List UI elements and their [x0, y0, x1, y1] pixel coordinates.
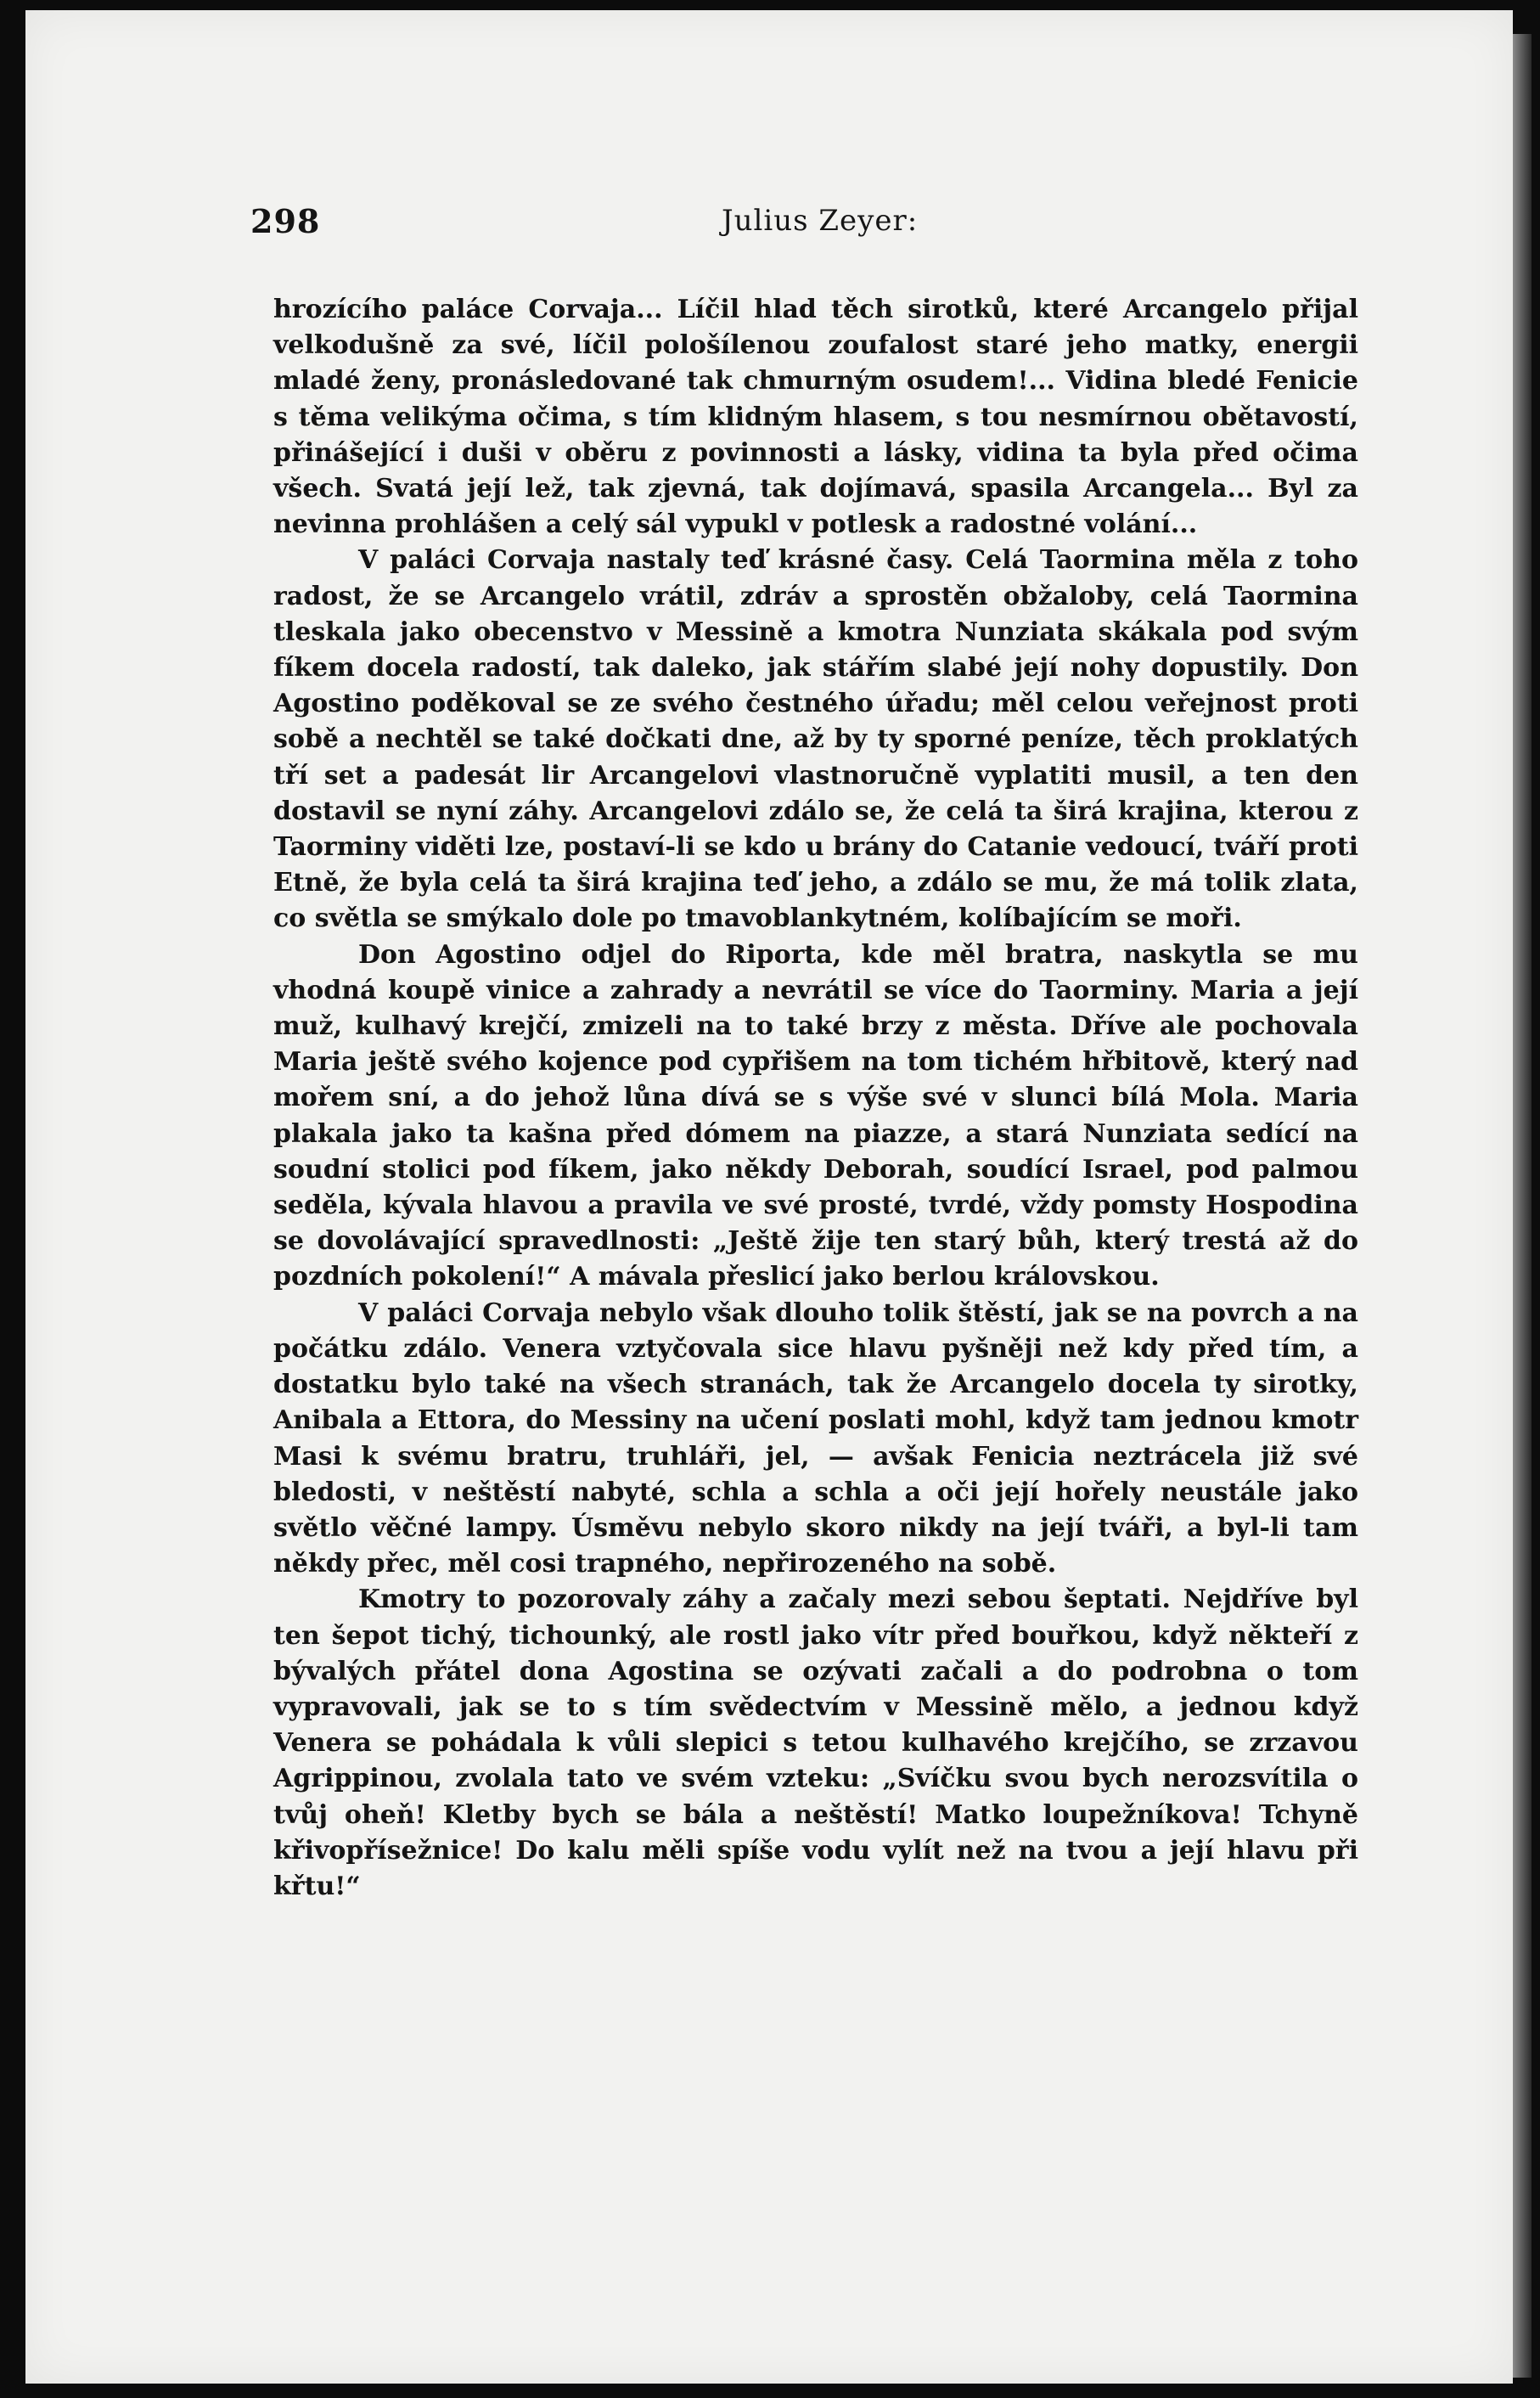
paragraph-3: Don Agostino odjel do Riporta, kde měl bratra, naskytla se mu vhodná koupě vinice a zahrady a nevrátil se více do Taorminy. Maria a její muž, kulhavý krejčí, zmizeli na to také brzy z města. Dříve ale pochovala Maria ještě svého kojence pod cypřišem na tom tichém hřbitově, který nad mořem sní, a do jehož lůna dívá se s výše své v slunci bílá Mola. Maria plakala jako ta kašna před dómem na piazze, a stará Nunziata sedící na soudní stolici pod fíkem, jako někdy Deborah, soudící Israel, pod palmou seděla, kývala hlavou a pravila ve své prosté, tvrdé, vždy pomsty Hospodina se dovolávající spravedlnosti: „Ještě žije ten starý bůh, který trestá až do pozdních pokolení!“ A mávala přeslicí jako berlou královskou. — [273, 939, 1358, 1292]
paragraph-1: hrozícího paláce Corvaja... Líčil hlad těch sirotků, které Arcangelo přijal velkodušně za své, líčil pološílenou zoufalost staré jeho matky, energii mladé ženy, pronásledované tak chmurným osudem!... Vidina bledé Fenicie s těma velikýma očima, s tím klidným hlasem, s tou nesmírnou obětavostí, přinášející i duši v oběru z povinnosti a lásky, vidina ta byla před očima všech. Svatá její lež, tak zjevná, tak dojímavá, spasila Arcangela... Byl za nevinna prohlášen a celý sál vypukl v potlesk a radostné volání... — [273, 295, 1358, 540]
page-number: 298 — [250, 202, 321, 240]
paragraph-4: V paláci Corvaja nebylo však dlouho tolik štěstí, jak se na povrch a na počátku zdálo. Venera vztyčovala sice hlavu pyšněji než kdy před tím, a dostatku bylo také na všech stranách, tak že Arcangelo docela ty sirotky, Anibala a Ettora, do Messiny na učení poslati mohl, když tam jednou kmotr Masi k svému bratru, truhláři, jel, — avšak Fenicia neztrácela již své bledosti, v neštěstí nabyté, schla a schla a oči její hořely neustále jako světlo věčné lampy. Úsměvu nebylo skoro nikdy na její tváři, a byl-li tam někdy přec, měl cosi trapného, nepřirozeného na sobě. — [273, 1298, 1358, 1579]
body-text — [273, 292, 1358, 1905]
running-head — [250, 202, 1358, 253]
paragraph-2: V paláci Corvaja nastaly teď krásné časy. Celá Taormina měla z toho radost, že se Arcangelo vrátil, zdráv a sprostěn obžaloby, celá Taormina tleskala jako obecenstvo v Messině a kmotra Nunziata skákala pod svým fíkem docela radostí, tak daleko, jak stářím slabé její nohy dopustily. Don Agostino poděkoval se ze svého čestného úřadu; měl celou veřejnost proti sobě a nechtěl se také dočkati dne, až by ty sporné peníze, těch proklatých tří set a padesát lir Arcangelovi vlastnoručně vyplatiti musil, a ten den dostavil se nyní záhy. Arcangelovi zdálo se, že celá ta širá krajina, kterou z Taorminy viděti lze, postaví-li se kdo u brány do Catanie vedoucí, tváří proti Etně, že byla celá ta širá krajina teď jeho, a zdálo se mu, že má tolik zlata, co světla se smýkalo dole po tmavoblankytném, kolíbajícím se moři. — [273, 545, 1358, 934]
running-head-title: Julius Zeyer: — [722, 204, 919, 238]
page-edge-shadow — [1513, 34, 1532, 2378]
paragraph-5: Kmotry to pozorovaly záhy a začaly mezi sebou šeptati. Nejdříve byl ten šepot tichý, tichounký, ale rostl jako vítr před bouřkou, když někteří z bývalých přátel dona Agostina se ozývati začali a do podrobna o tom vypravovali, jak se to s tím svědectvím v Messině mělo, a jednou když Venera se pohádala k vůli slepici s tetou kulhavého krejčího, se zrzavou Agrippinou, zvolala tato ve svém vzteku: „Svíčku svou bych nerozsvítila o tvůj oheň! Kletby bych se bála a neštěstí! Matko loupežníkova! Tchyně křivopřísežnice! Do kalu měli spíše vodu vylít než na tvou a její hlavu při křtu!“ — [273, 1585, 1358, 1901]
